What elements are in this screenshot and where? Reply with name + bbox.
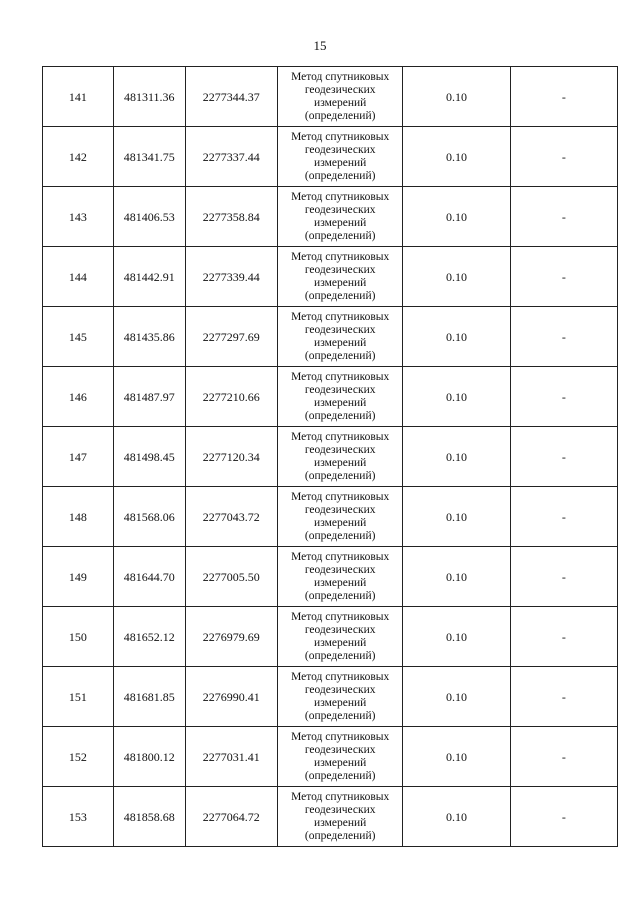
y-coordinate-cell: 2276990.41: [185, 667, 277, 727]
x-coordinate-cell: 481311.36: [113, 67, 185, 127]
table-row: [43, 547, 618, 607]
point-number-cell: 147: [43, 427, 114, 487]
accuracy-cell: 0.10: [403, 727, 510, 787]
table-row: [43, 727, 618, 787]
method-cell: Метод спутниковых геодезических измерений (определений): [277, 667, 403, 727]
coordinates-table: [42, 66, 618, 847]
point-number-cell: 152: [43, 727, 114, 787]
y-coordinate-cell: 2277005.50: [185, 547, 277, 607]
page-number: 15: [313, 38, 327, 53]
y-coordinate-cell: 2277344.37: [185, 67, 277, 127]
x-coordinate-cell: 481435.86: [113, 307, 185, 367]
point-number-cell: 145: [43, 307, 114, 367]
extra-cell: -: [510, 127, 617, 187]
coordinates-table-body: [43, 67, 618, 847]
table-row: [43, 307, 618, 367]
table-row: [43, 67, 618, 127]
point-number-cell: 141: [43, 67, 114, 127]
point-number-cell: 149: [43, 547, 114, 607]
table-row: [43, 667, 618, 727]
x-coordinate-cell: 481406.53: [113, 187, 185, 247]
y-coordinate-cell: 2277064.72: [185, 787, 277, 847]
x-coordinate-cell: 481442.91: [113, 247, 185, 307]
table-row: [43, 427, 618, 487]
method-cell: Метод спутниковых геодезических измерений (определений): [277, 67, 403, 127]
point-number-cell: 146: [43, 367, 114, 427]
point-number-cell: 148: [43, 487, 114, 547]
method-cell: Метод спутниковых геодезических измерений (определений): [277, 367, 403, 427]
extra-cell: -: [510, 547, 617, 607]
x-coordinate-cell: 481800.12: [113, 727, 185, 787]
y-coordinate-cell: 2277358.84: [185, 187, 277, 247]
method-cell: Метод спутниковых геодезических измерений (определений): [277, 187, 403, 247]
extra-cell: -: [510, 67, 617, 127]
method-cell: Метод спутниковых геодезических измерений (определений): [277, 427, 403, 487]
method-cell: Метод спутниковых геодезических измерений (определений): [277, 547, 403, 607]
table-row: [43, 787, 618, 847]
accuracy-cell: 0.10: [403, 367, 510, 427]
y-coordinate-cell: 2277031.41: [185, 727, 277, 787]
point-number-cell: 150: [43, 607, 114, 667]
method-cell: Метод спутниковых геодезических измерений (определений): [277, 487, 403, 547]
table-row: [43, 367, 618, 427]
x-coordinate-cell: 481487.97: [113, 367, 185, 427]
extra-cell: -: [510, 787, 617, 847]
y-coordinate-cell: 2277120.34: [185, 427, 277, 487]
extra-cell: -: [510, 367, 617, 427]
method-cell: Метод спутниковых геодезических измерений (определений): [277, 727, 403, 787]
x-coordinate-cell: 481644.70: [113, 547, 185, 607]
accuracy-cell: 0.10: [403, 487, 510, 547]
x-coordinate-cell: 481568.06: [113, 487, 185, 547]
y-coordinate-cell: 2276979.69: [185, 607, 277, 667]
extra-cell: -: [510, 727, 617, 787]
extra-cell: -: [510, 667, 617, 727]
extra-cell: -: [510, 607, 617, 667]
accuracy-cell: 0.10: [403, 547, 510, 607]
method-cell: Метод спутниковых геодезических измерений (определений): [277, 307, 403, 367]
y-coordinate-cell: 2277339.44: [185, 247, 277, 307]
extra-cell: -: [510, 427, 617, 487]
point-number-cell: 144: [43, 247, 114, 307]
extra-cell: -: [510, 307, 617, 367]
x-coordinate-cell: 481498.45: [113, 427, 185, 487]
method-cell: Метод спутниковых геодезических измерений (определений): [277, 247, 403, 307]
x-coordinate-cell: 481652.12: [113, 607, 185, 667]
method-cell: Метод спутниковых геодезических измерений (определений): [277, 787, 403, 847]
table-row: [43, 187, 618, 247]
y-coordinate-cell: 2277337.44: [185, 127, 277, 187]
accuracy-cell: 0.10: [403, 187, 510, 247]
y-coordinate-cell: 2277043.72: [185, 487, 277, 547]
table-row: [43, 247, 618, 307]
point-number-cell: 143: [43, 187, 114, 247]
accuracy-cell: 0.10: [403, 607, 510, 667]
extra-cell: -: [510, 487, 617, 547]
accuracy-cell: 0.10: [403, 667, 510, 727]
y-coordinate-cell: 2277297.69: [185, 307, 277, 367]
accuracy-cell: 0.10: [403, 127, 510, 187]
method-cell: Метод спутниковых геодезических измерений (определений): [277, 127, 403, 187]
accuracy-cell: 0.10: [403, 307, 510, 367]
point-number-cell: 142: [43, 127, 114, 187]
point-number-cell: 153: [43, 787, 114, 847]
table-row: [43, 607, 618, 667]
table-row: [43, 487, 618, 547]
extra-cell: -: [510, 187, 617, 247]
y-coordinate-cell: 2277210.66: [185, 367, 277, 427]
x-coordinate-cell: 481681.85: [113, 667, 185, 727]
accuracy-cell: 0.10: [403, 67, 510, 127]
accuracy-cell: 0.10: [403, 787, 510, 847]
extra-cell: -: [510, 247, 617, 307]
accuracy-cell: 0.10: [403, 427, 510, 487]
point-number-cell: 151: [43, 667, 114, 727]
x-coordinate-cell: 481341.75: [113, 127, 185, 187]
method-cell: Метод спутниковых геодезических измерений (определений): [277, 607, 403, 667]
table-row: [43, 127, 618, 187]
accuracy-cell: 0.10: [403, 247, 510, 307]
x-coordinate-cell: 481858.68: [113, 787, 185, 847]
